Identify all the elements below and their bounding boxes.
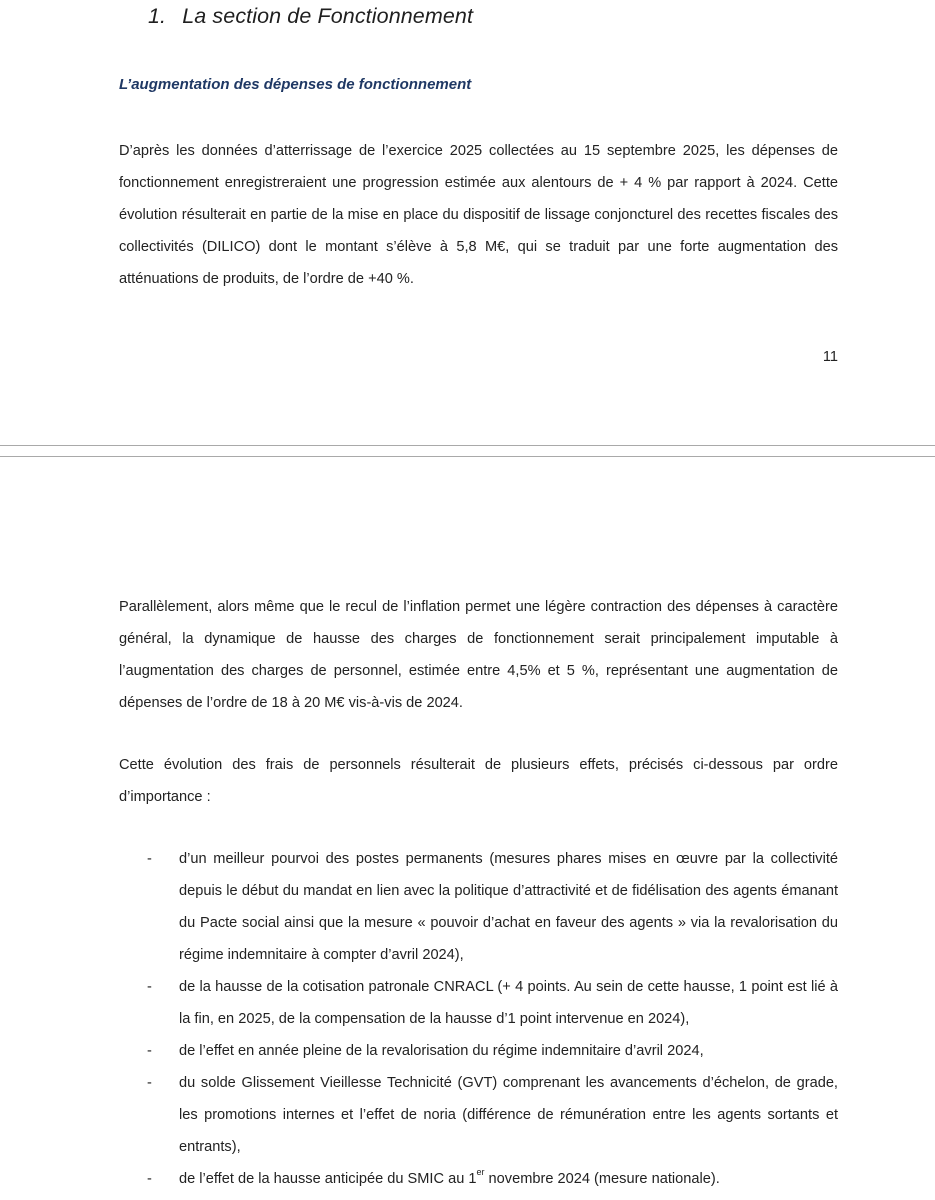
list-item-text: de la hausse de la cotisation patronale CNRACL (+ 4 points. Au sein de cette hausse, 1 point est lié à la fin, en 2025, de la compensation de la hausse d’1 point intervenue en 2024), bbox=[179, 979, 838, 1027]
list-item bbox=[119, 1067, 838, 1163]
section-title: La section de Fonctionnement bbox=[182, 4, 474, 28]
subheading: L’augmentation des dépenses de fonctionnement bbox=[119, 76, 472, 93]
smic-superscript: er bbox=[476, 1167, 485, 1178]
list-item-text: de l’effet en année pleine de la revalorisation du régime indemnitaire d’avril 2024, bbox=[179, 1043, 704, 1059]
page-number: 11 bbox=[822, 349, 838, 365]
document-page-11 bbox=[0, 0, 935, 440]
effects-list bbox=[119, 843, 838, 1195]
list-item-text: d’un meilleur pourvoi des postes permanents (mesures phares mises en œuvre par la collectivité depuis le début du mandat en lien avec la politique d’attractivité et de fidélisation des agents émanant du Pacte social ainsi que la mesure « pouvoir d’achat en faveur des agents » via la revalorisation du régime indemnitaire à compter d’avril 2024), bbox=[179, 851, 838, 963]
bullet-dash: - bbox=[147, 1171, 152, 1187]
paragraph-intro: D’après les données d’atterrissage de l’exercice 2025 collectées au 15 septembre 2025, les dépenses de fonctionnement enregistreraient une progression estimée aux alentours de + 4 % par rapport à 2024. Cette évolution résulterait en partie de la mise en place du dispositif de lissage conjoncturel des recettes fiscales des collectivités (DILICO) dont le montant s’élève à 5,8 M€, qui se traduit par une forte augmentation des atténuations de produits, de l’ordre de +40 %. bbox=[119, 143, 838, 287]
paragraph-effects-intro: Cette évolution des frais de personnels résulterait de plusieurs effets, précisés ci-dessous par ordre d’importance : bbox=[119, 757, 838, 805]
list-item bbox=[119, 843, 838, 971]
list-item bbox=[119, 1035, 838, 1067]
smic-text-after: novembre 2024 (mesure nationale). bbox=[484, 1171, 720, 1187]
smic-text-before: de l’effet de la hausse anticipée du SMIC au 1 bbox=[179, 1171, 477, 1187]
page-break-divider bbox=[0, 445, 935, 457]
list-item bbox=[119, 971, 838, 1035]
bullet-dash: - bbox=[147, 979, 152, 995]
bullet-dash: - bbox=[147, 1043, 152, 1059]
section-number: 1. bbox=[148, 4, 167, 28]
list-item bbox=[119, 1163, 838, 1195]
bullet-dash: - bbox=[147, 1075, 152, 1091]
list-item-text: du solde Glissement Vieillesse Technicité (GVT) comprenant les avancements d’échelon, de grade, les promotions internes et l’effet de noria (différence de rémunération entre les agents sortants et entrants), bbox=[179, 1075, 838, 1155]
list-item-text bbox=[179, 1167, 720, 1187]
section-heading bbox=[148, 4, 473, 29]
paragraph-parallel: Parallèlement, alors même que le recul de l’inflation permet une légère contraction des dépenses à caractère général, la dynamique de hausse des charges de fonctionnement serait principalement imputable à l’augmentation des charges de personnel, estimée entre 4,5% et 5 %, représentant une augmentation de dépenses de l’ordre de 18 à 20 M€ vis-à-vis de 2024. bbox=[119, 599, 838, 711]
bullet-dash: - bbox=[147, 851, 152, 867]
